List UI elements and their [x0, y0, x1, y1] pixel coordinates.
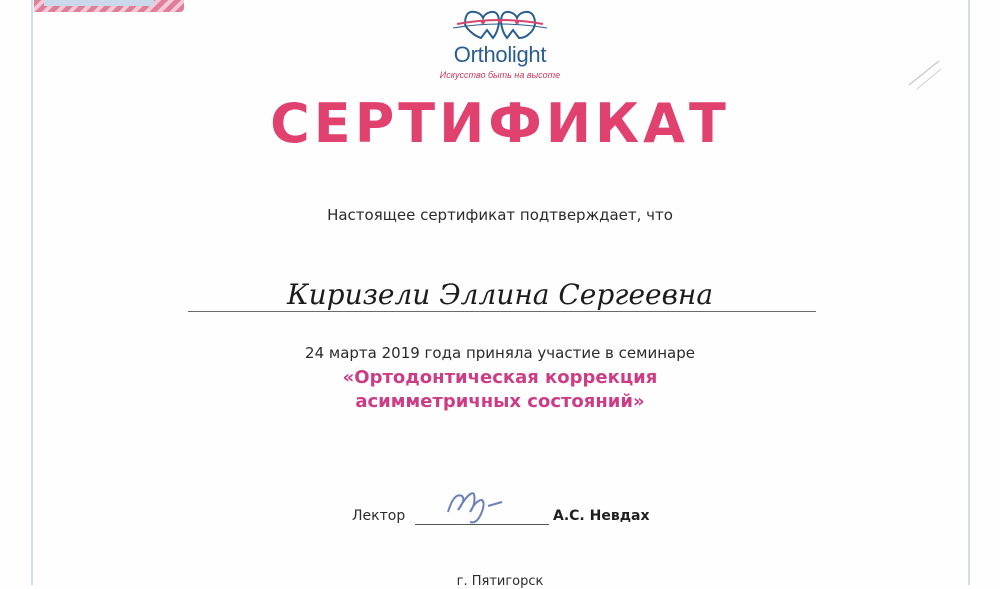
- lecturer-name: А.С. Невдах: [553, 508, 650, 524]
- recipient-name: Киризели Эллина Сергеевна: [286, 278, 714, 311]
- certificate-title: СЕРТИФИКАТ: [270, 92, 730, 155]
- seminar-title-line-1: «Ортодонтическая коррекция: [342, 367, 658, 388]
- teeth-logo-icon: [435, 4, 565, 44]
- corner-pencil-mark-icon: [905, 55, 945, 93]
- seminar-title-line-2: асимметричных состояний»: [355, 391, 645, 412]
- lecturer-label: Лектор: [352, 508, 406, 524]
- certificate-city: г. Пятигорск: [456, 574, 544, 589]
- certificate-intro: Настоящее сертификат подтверждает, что: [327, 206, 673, 224]
- logo-tagline: Искусство быть на высоте: [439, 70, 561, 80]
- logo-brand-name: Ortholight: [453, 42, 547, 67]
- ortholight-logo: [435, 4, 565, 86]
- recipient-name-underline: [188, 311, 816, 312]
- lecturer-signature: [440, 482, 540, 530]
- seminar-title: [0, 366, 1000, 414]
- corner-ribbon: [34, 0, 184, 12]
- event-description: 24 марта 2019 года приняла участие в семинаре: [305, 344, 695, 362]
